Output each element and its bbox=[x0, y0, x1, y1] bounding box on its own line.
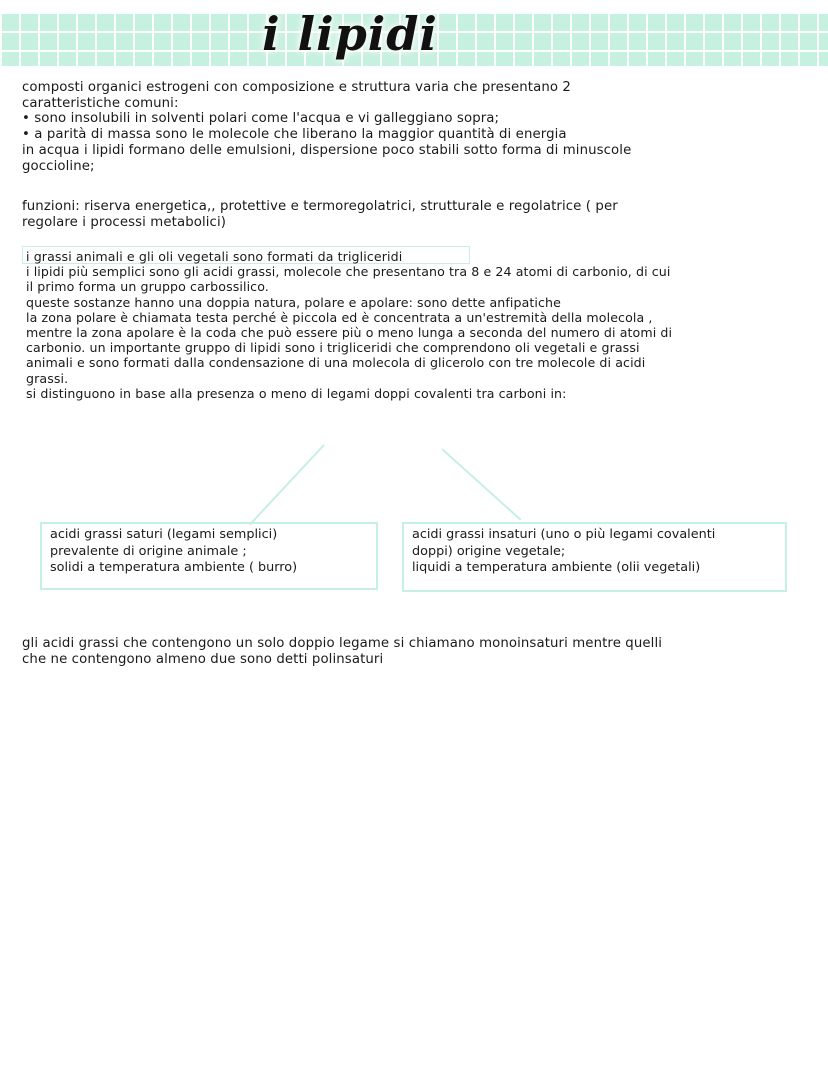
saturated-line: acidi grassi saturi (legami semplici) bbox=[50, 527, 278, 542]
closing-line: che ne contengono almeno due sono detti polinsaturi bbox=[22, 652, 384, 667]
body-line: i grassi animali e gli oli vegetali sono formati da trigliceridi bbox=[26, 249, 403, 264]
body-line: animali e sono formati dalla condensazione di una molecola di glicerolo con tre molecole di acidi bbox=[26, 355, 646, 371]
intro-line: caratteristiche comuni: bbox=[22, 95, 179, 111]
functions-line: funzioni: riserva energetica,, protettive e termoregolatrici, strutturale e regolatrice ( per bbox=[22, 199, 618, 214]
body-line: i lipidi più semplici sono gli acidi grassi, molecole che presentano tra 8 e 24 atomi di carbonio, di cui bbox=[26, 264, 671, 280]
intro-paragraph bbox=[22, 80, 631, 174]
saturated-line: prevalente di origine animale ; bbox=[50, 543, 247, 559]
functions-line: regolare i processi metabolici) bbox=[22, 215, 227, 230]
intro-line: composti organici estrogeni con composizione e struttura varia che presentano 2 bbox=[22, 80, 571, 95]
unsaturated-fats-box bbox=[402, 522, 787, 592]
branch-line-right bbox=[441, 448, 521, 520]
body-line: si distinguono in base alla presenza o meno di legami doppi covalenti tra carboni in: bbox=[26, 385, 567, 401]
body-paragraph bbox=[26, 249, 672, 401]
saturated-line: solidi a temperatura ambiente ( burro) bbox=[50, 560, 298, 575]
closing-paragraph bbox=[22, 636, 662, 668]
intro-line: goccioline; bbox=[22, 158, 95, 174]
page-title: i lipidi bbox=[262, 7, 438, 61]
intro-bullet: • a parità di massa sono le molecole che liberano la maggior quantità di energia bbox=[22, 127, 567, 143]
unsaturated-line: doppi) origine vegetale; bbox=[412, 543, 566, 559]
unsaturated-line: acidi grassi insaturi (uno o più legami covalenti bbox=[412, 527, 716, 542]
intro-bullet: • sono insolubili in solventi polari come l'acqua e vi galleggiano sopra; bbox=[22, 111, 500, 127]
body-line: grassi. bbox=[26, 370, 69, 386]
body-line: mentre la zona apolare è la coda che può essere più o meno lunga a seconda del numero di atomi di bbox=[26, 325, 673, 341]
unsaturated-line: liquidi a temperatura ambiente (olii vegetali) bbox=[412, 560, 701, 575]
body-line: carbonio. un importante gruppo di lipidi sono i trigliceridi che comprendono oli vegetali e grassi bbox=[26, 340, 640, 356]
closing-line: gli acidi grassi che contengono un solo doppio legame si chiamano monoinsaturi mentre quelli bbox=[22, 636, 663, 651]
body-line: il primo forma un gruppo carbossilico. bbox=[26, 279, 269, 295]
branch-line-left bbox=[249, 444, 325, 525]
functions-paragraph bbox=[22, 199, 618, 231]
intro-line: in acqua i lipidi formano delle emulsioni, dispersione poco stabili sotto forma di minuscole bbox=[22, 142, 632, 158]
saturated-fats-box bbox=[40, 522, 378, 590]
body-line: la zona polare è chiamata testa perché è piccola ed è concentrata a un'estremità della molecola , bbox=[26, 309, 653, 325]
body-line: queste sostanze hanno una doppia natura, polare e apolare: sono dette anfipatiche bbox=[26, 294, 561, 310]
